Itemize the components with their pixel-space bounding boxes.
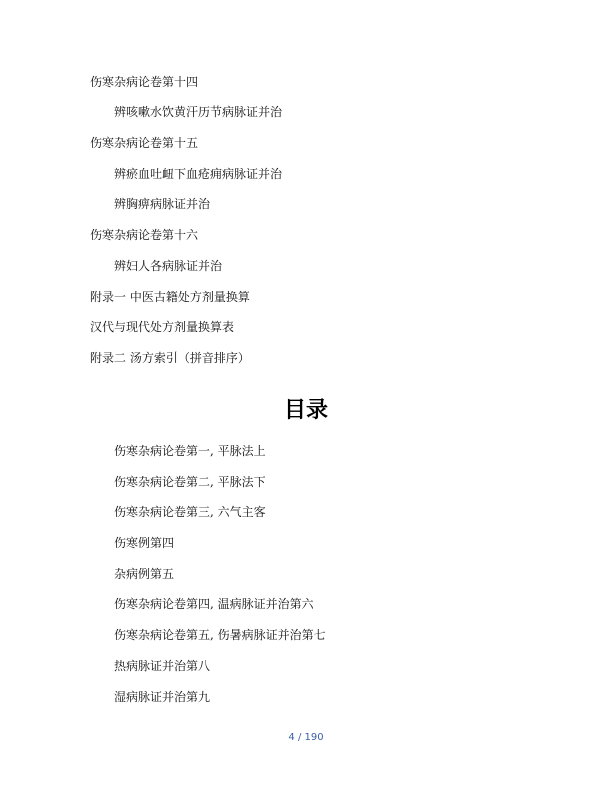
- toc-heading: 目录: [283, 398, 328, 423]
- toc-entry-dosage-table[interactable]: 汉代与现代处方剂量换算表: [90, 320, 235, 334]
- toc-entry-damp-disease[interactable]: 湿病脉证并治第九: [114, 690, 211, 704]
- toc-entry-appendix-2[interactable]: 附录二 汤方索引（拼音排序）: [90, 351, 250, 365]
- toc-entry-blood-stasis[interactable]: 辨瘀血吐衄下血疮痈病脉证并治: [114, 167, 283, 181]
- toc-entry-volume-2[interactable]: 伤寒杂病论卷第二, 平脉法下: [114, 475, 266, 489]
- toc-entry-volume-14[interactable]: 伤寒杂病论卷第十四: [90, 75, 199, 89]
- toc-entry-appendix-1[interactable]: 附录一 中医古籍处方剂量换算: [90, 290, 250, 304]
- toc-entry-zabing-example[interactable]: 杂病例第五: [114, 567, 175, 581]
- toc-entry-heat-disease[interactable]: 热病脉证并治第八: [114, 659, 211, 673]
- toc-entry-volume-1[interactable]: 伤寒杂病论卷第一, 平脉法上: [114, 444, 266, 458]
- toc-entry-volume-5[interactable]: 伤寒杂病论卷第五, 伤暑病脉证并治第七: [114, 628, 326, 642]
- toc-entry-cough-water-retention[interactable]: 辨咳嗽水饮黄汗历节病脉证并治: [114, 105, 283, 119]
- toc-entry-volume-15[interactable]: 伤寒杂病论卷第十五: [90, 136, 199, 150]
- toc-entry-gynecology[interactable]: 辨妇人各病脉证并治: [114, 259, 223, 273]
- toc-entry-volume-4[interactable]: 伤寒杂病论卷第四, 温病脉证并治第六: [114, 597, 314, 611]
- toc-entry-volume-3[interactable]: 伤寒杂病论卷第三, 六气主客: [114, 505, 266, 519]
- toc-entry-volume-16[interactable]: 伤寒杂病论卷第十六: [90, 228, 199, 242]
- toc-entry-shanghan-example[interactable]: 伤寒例第四: [114, 536, 175, 550]
- toc-entry-chest-bi[interactable]: 辨胸痹病脉证并治: [114, 197, 211, 211]
- page-indicator: 4 / 190: [288, 732, 324, 743]
